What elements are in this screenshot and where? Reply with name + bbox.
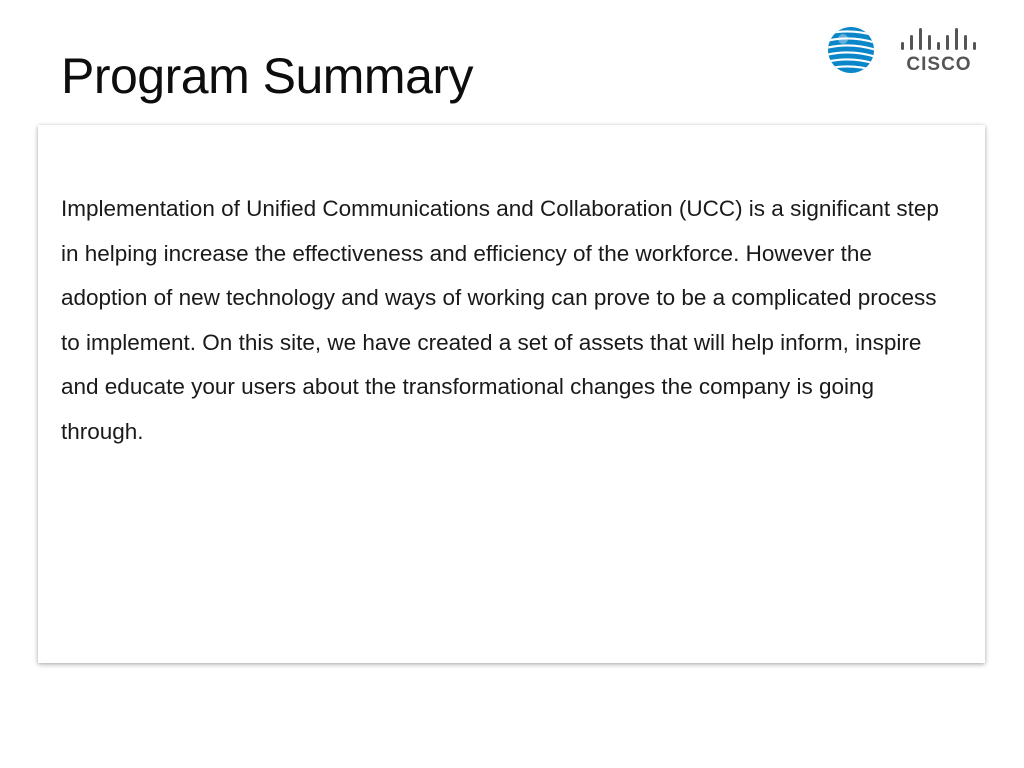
summary-paragraph: Implementation of Unified Communications and Collaboration (UCC) is a significant step in helping increase the effectiveness and efficiency of the workforce. However the adoption of new technology and ways of working can prove to be a complicated process to implement. On this site, we have created a set of assets that will help inform, inspire and educate your users about the transformational changes the company is going through. [61, 196, 939, 444]
page-title: Program Summary [61, 48, 474, 104]
att-globe-icon [826, 25, 876, 75]
partner-logos [826, 24, 980, 76]
cisco-logo [900, 28, 978, 72]
summary-card [38, 125, 985, 663]
cisco-bridge-icon [901, 28, 976, 50]
cisco-wordmark: CISCO [906, 54, 972, 72]
